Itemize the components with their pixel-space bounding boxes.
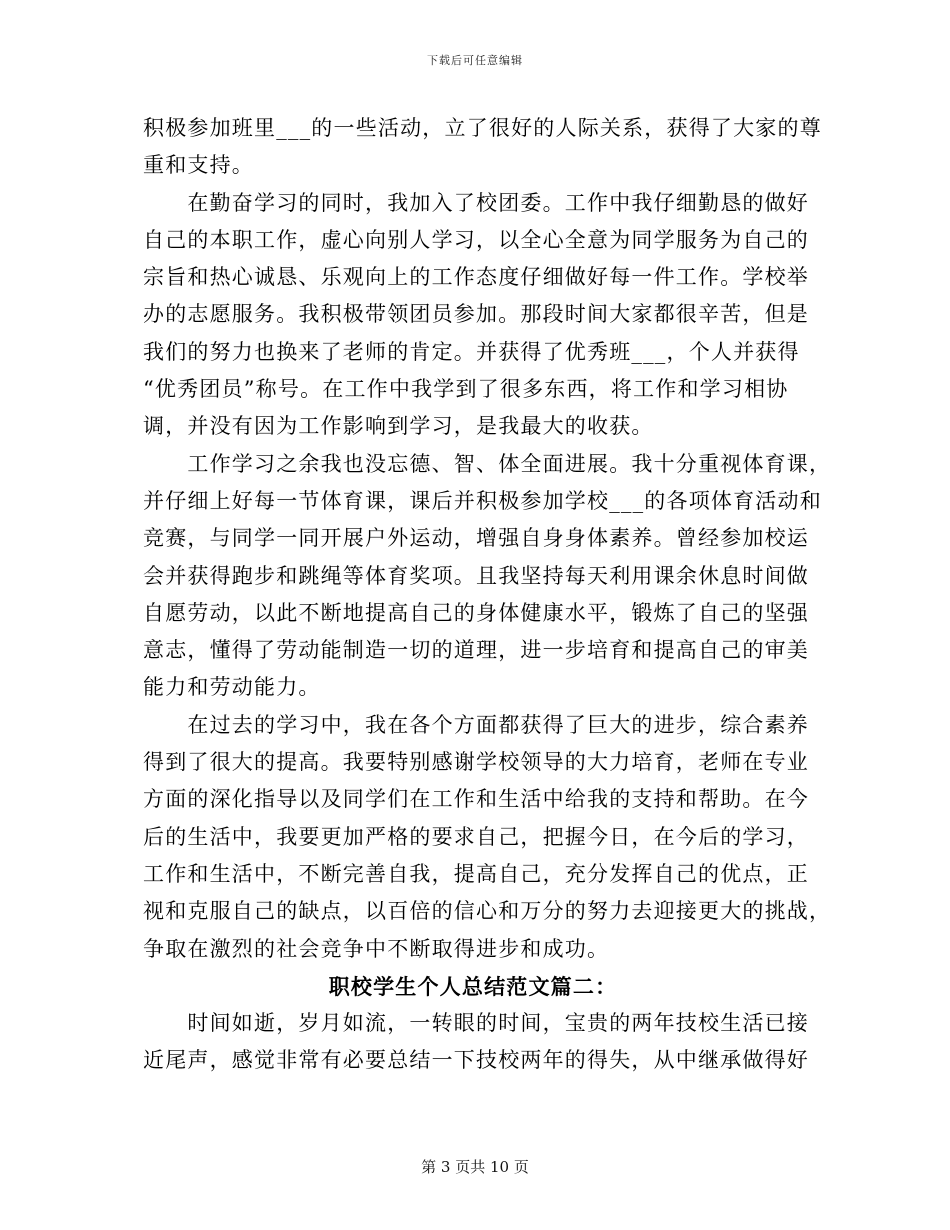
text-line: 能力和劳动能力。 bbox=[143, 675, 321, 700]
text-line: 会并获得跑步和跳绳等体育奖项。且我坚持每天利用课余休息时间做 bbox=[143, 563, 809, 588]
text-line: 在勤奋学习的同时，我加入了校团委。工作中我仔细勤恳的做好 bbox=[143, 190, 809, 215]
text-line: 争取在激烈的社会竞争中不断取得进步和成功。 bbox=[143, 936, 610, 961]
page-footer: 第 3 页共 10 页 bbox=[421, 1158, 529, 1176]
text-line: 调，并没有因为工作影响到学习，是我最大的收获。 bbox=[143, 414, 654, 439]
document-body bbox=[143, 110, 832, 1080]
text-line: 自愿劳动，以此不断地提高自己的身体健康水平，锻炼了自己的坚强 bbox=[143, 600, 809, 625]
text-line: 在过去的学习中，我在各个方面都获得了巨大的进步，综合素养 bbox=[143, 712, 809, 737]
text-line: 意志，懂得了劳动能制造一切的道理，进一步培育和提高自己的审美 bbox=[143, 638, 809, 663]
text-line: 视和克服自己的缺点，以百倍的信心和万分的努力去迎接更大的挑战， bbox=[143, 899, 832, 924]
text-line: 后的生活中，我要更加严格的要求自己，把握今日，在今后的学习， bbox=[143, 824, 809, 849]
section-heading: 职校学生个人总结范文篇二： bbox=[328, 973, 618, 999]
text-line: 方面的深化指导以及同学们在工作和生活中给我的支持和帮助。在今 bbox=[143, 787, 809, 812]
text-line: 工作学习之余我也没忘德、智、体全面进展。我十分重视体育课， bbox=[143, 451, 832, 476]
text-line: 我们的努力也换来了老师的肯定。并获得了优秀班___，个人并获得 bbox=[143, 339, 800, 364]
page-header: 下载后可任意编辑 bbox=[427, 54, 523, 67]
text-line: 竞赛，与同学一同开展户外运动，增强自身身体素养。曾经参加校运 bbox=[143, 526, 809, 551]
text-line: 自己的本职工作，虚心向别人学习，以全心全意为同学服务为自己的 bbox=[143, 227, 809, 252]
text-line: 工作和生活中，不断完善自我，提高自己，充分发挥自己的优点，正 bbox=[143, 861, 809, 886]
text-line: 得到了很大的提高。我要特别感谢学校领导的大力培育，老师在专业 bbox=[143, 750, 809, 775]
text-line: 重和支持。 bbox=[143, 153, 254, 178]
text-line: 宗旨和热心诚恳、乐观向上的工作态度仔细做好每一件工作。学校举 bbox=[143, 265, 809, 290]
text-line: 并仔细上好每一节体育课，课后并积极参加学校___的各项体育活动和 bbox=[143, 488, 822, 513]
text-line: 积极参加班里___的一些活动，立了很好的人际关系，获得了大家的尊 bbox=[143, 116, 822, 140]
text-line: 办的志愿服务。我积极带领团员参加。那段时间大家都很辛苦，但是 bbox=[143, 302, 809, 327]
text-line: 近尾声，感觉非常有必要总结一下技校两年的得失，从中继承做得好 bbox=[143, 1048, 809, 1073]
text-line: 时间如逝，岁月如流，一转眼的时间，宝贵的两年技校生活已接 bbox=[143, 1011, 809, 1036]
text-line: “优秀团员”称号。在工作中我学到了很多东西，将工作和学习相协 bbox=[143, 377, 789, 402]
